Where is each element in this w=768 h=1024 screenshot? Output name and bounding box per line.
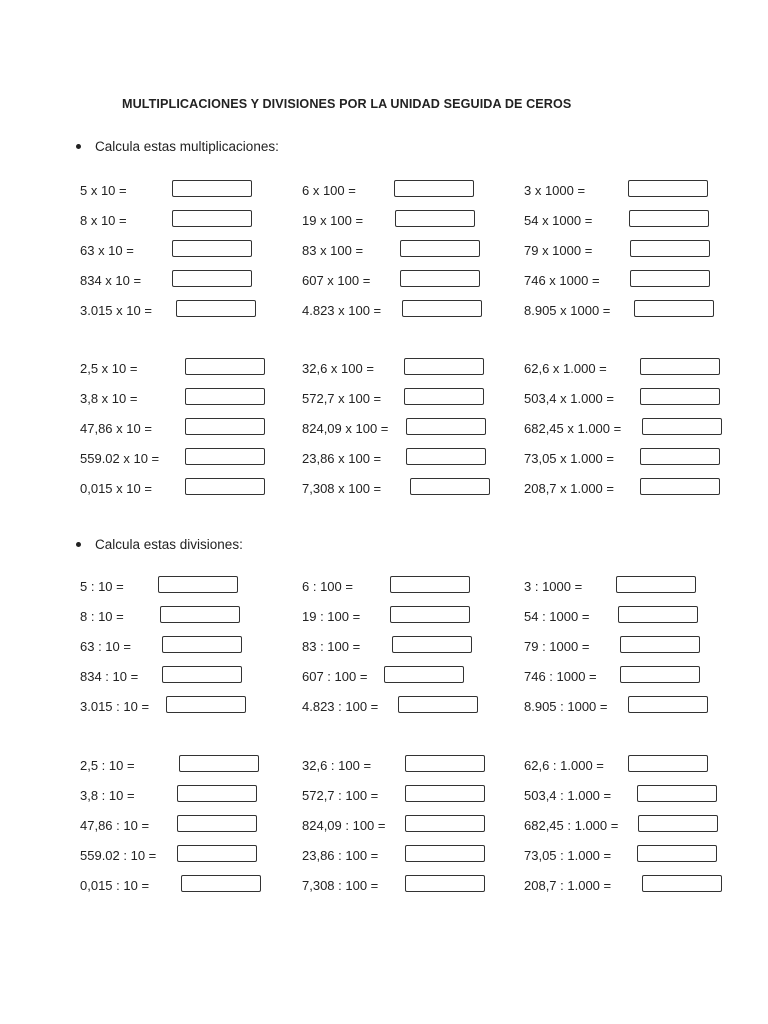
answer-box[interactable]: [185, 388, 265, 405]
multiplication-heading-text: Calcula estas multiplicaciones:: [95, 139, 279, 154]
multiplication-heading: [76, 139, 279, 154]
answer-box[interactable]: [405, 785, 485, 802]
answer-box[interactable]: [392, 636, 472, 653]
answer-box[interactable]: [172, 210, 252, 227]
bullet-icon: [76, 144, 81, 149]
answer-box[interactable]: [620, 666, 700, 683]
answer-box[interactable]: [384, 666, 464, 683]
answer-box[interactable]: [185, 448, 265, 465]
exercise-expression: 47,86 : 10 =: [80, 818, 150, 833]
answer-box[interactable]: [616, 576, 696, 593]
exercise-row: [0, 418, 768, 442]
answer-box[interactable]: [176, 300, 256, 317]
exercise-row: [0, 576, 768, 600]
answer-box[interactable]: [172, 270, 252, 287]
answer-box[interactable]: [390, 606, 470, 623]
exercise-expression: 4.823 : 100 =: [302, 699, 379, 714]
answer-box[interactable]: [640, 478, 720, 495]
exercise-expression: 8.905 : 1000 =: [524, 699, 608, 714]
exercise-expression: 746 x 1000 =: [524, 273, 600, 288]
answer-box[interactable]: [406, 448, 486, 465]
exercise-row: [0, 300, 768, 324]
exercise-expression: 3.015 x 10 =: [80, 303, 152, 318]
exercise-row: [0, 636, 768, 660]
answer-box[interactable]: [402, 300, 482, 317]
answer-box[interactable]: [637, 785, 717, 802]
answer-box[interactable]: [177, 815, 257, 832]
exercise-expression: 208,7 x 1.000 =: [524, 481, 614, 496]
answer-box[interactable]: [172, 240, 252, 257]
answer-box[interactable]: [405, 755, 485, 772]
exercise-row: [0, 785, 768, 809]
answer-box[interactable]: [637, 845, 717, 862]
exercise-expression: 8.905 x 1000 =: [524, 303, 611, 318]
answer-box[interactable]: [400, 270, 480, 287]
answer-box[interactable]: [162, 666, 242, 683]
answer-box[interactable]: [628, 180, 708, 197]
answer-box[interactable]: [628, 755, 708, 772]
exercise-row: [0, 240, 768, 264]
answer-box[interactable]: [390, 576, 470, 593]
exercise-row: [0, 696, 768, 720]
exercise-expression: 5 x 10 =: [80, 183, 127, 198]
exercise-row: [0, 606, 768, 630]
answer-box[interactable]: [394, 180, 474, 197]
exercise-expression: 19 : 100 =: [302, 609, 361, 624]
answer-box[interactable]: [395, 210, 475, 227]
exercise-expression: 834 : 10 =: [80, 669, 139, 684]
answer-box[interactable]: [642, 418, 722, 435]
exercise-expression: 32,6 : 100 =: [302, 758, 372, 773]
exercise-expression: 54 x 1000 =: [524, 213, 593, 228]
exercise-expression: 6 : 100 =: [302, 579, 353, 594]
exercise-expression: 83 : 100 =: [302, 639, 361, 654]
answer-box[interactable]: [181, 875, 261, 892]
answer-box[interactable]: [404, 358, 484, 375]
exercise-expression: 23,86 x 100 =: [302, 451, 382, 466]
exercise-expression: 0,015 : 10 =: [80, 878, 150, 893]
exercise-expression: 47,86 x 10 =: [80, 421, 152, 436]
division-heading-text: Calcula estas divisiones:: [95, 537, 243, 552]
exercise-expression: 824,09 : 100 =: [302, 818, 386, 833]
exercise-expression: 63 : 10 =: [80, 639, 131, 654]
answer-box[interactable]: [185, 358, 265, 375]
answer-box[interactable]: [179, 755, 259, 772]
exercise-expression: 6 x 100 =: [302, 183, 356, 198]
exercise-row: [0, 210, 768, 234]
exercise-row: [0, 666, 768, 690]
answer-box[interactable]: [405, 845, 485, 862]
exercise-expression: 607 : 100 =: [302, 669, 368, 684]
exercise-expression: 607 x 100 =: [302, 273, 371, 288]
exercise-expression: 73,05 x 1.000 =: [524, 451, 614, 466]
division-heading: [76, 537, 243, 552]
answer-box[interactable]: [410, 478, 490, 495]
answer-box[interactable]: [185, 478, 265, 495]
exercise-row: [0, 845, 768, 869]
answer-box[interactable]: [172, 180, 252, 197]
bullet-icon: [76, 542, 81, 547]
exercise-expression: 73,05 : 1.000 =: [524, 848, 612, 863]
exercise-expression: 503,4 : 1.000 =: [524, 788, 612, 803]
exercise-expression: 824,09 x 100 =: [302, 421, 389, 436]
answer-box[interactable]: [628, 696, 708, 713]
exercise-expression: 3 x 1000 =: [524, 183, 586, 198]
exercise-expression: 682,45 : 1.000 =: [524, 818, 619, 833]
answer-box[interactable]: [166, 696, 246, 713]
exercise-expression: 19 x 100 =: [302, 213, 364, 228]
answer-box[interactable]: [640, 448, 720, 465]
exercise-expression: 83 x 100 =: [302, 243, 364, 258]
exercise-expression: 3 : 1000 =: [524, 579, 583, 594]
exercise-row: [0, 755, 768, 779]
answer-box[interactable]: [158, 576, 238, 593]
exercise-expression: 7,308 x 100 =: [302, 481, 382, 496]
answer-box[interactable]: [404, 388, 484, 405]
exercise-expression: 54 : 1000 =: [524, 609, 590, 624]
exercise-row: [0, 875, 768, 899]
exercise-row: [0, 180, 768, 204]
answer-box[interactable]: [638, 815, 718, 832]
exercise-expression: 2,5 x 10 =: [80, 361, 138, 376]
answer-box[interactable]: [630, 240, 710, 257]
exercise-expression: 208,7 : 1.000 =: [524, 878, 612, 893]
exercise-expression: 2,5 : 10 =: [80, 758, 135, 773]
exercise-expression: 503,4 x 1.000 =: [524, 391, 614, 406]
exercise-expression: 32,6 x 100 =: [302, 361, 374, 376]
answer-box[interactable]: [185, 418, 265, 435]
exercise-expression: 834 x 10 =: [80, 273, 142, 288]
exercise-expression: 3,8 : 10 =: [80, 788, 135, 803]
answer-box[interactable]: [405, 875, 485, 892]
exercise-expression: 559.02 : 10 =: [80, 848, 157, 863]
answer-box[interactable]: [400, 240, 480, 257]
exercise-expression: 682,45 x 1.000 =: [524, 421, 622, 436]
answer-box[interactable]: [618, 606, 698, 623]
exercise-expression: 3,8 x 10 =: [80, 391, 138, 406]
exercise-expression: 0,015 x 10 =: [80, 481, 152, 496]
answer-box[interactable]: [405, 815, 485, 832]
answer-box[interactable]: [162, 636, 242, 653]
answer-box[interactable]: [634, 300, 714, 317]
exercise-row: [0, 270, 768, 294]
exercise-row: [0, 478, 768, 502]
exercise-expression: 7,308 : 100 =: [302, 878, 379, 893]
answer-box[interactable]: [177, 845, 257, 862]
exercise-expression: 572,7 x 100 =: [302, 391, 382, 406]
answer-box[interactable]: [640, 388, 720, 405]
exercise-expression: 746 : 1000 =: [524, 669, 597, 684]
exercise-expression: 572,7 : 100 =: [302, 788, 379, 803]
exercise-expression: 8 x 10 =: [80, 213, 127, 228]
exercise-expression: 5 : 10 =: [80, 579, 124, 594]
exercise-expression: 8 : 10 =: [80, 609, 124, 624]
exercise-expression: 79 x 1000 =: [524, 243, 593, 258]
exercise-expression: 62,6 : 1.000 =: [524, 758, 604, 773]
answer-box[interactable]: [630, 270, 710, 287]
answer-box[interactable]: [177, 785, 257, 802]
exercise-expression: 3.015 : 10 =: [80, 699, 150, 714]
answer-box[interactable]: [642, 875, 722, 892]
exercise-row: [0, 358, 768, 382]
page-title: MULTIPLICACIONES Y DIVISIONES POR LA UNIDAD SEGUIDA DE CEROS: [122, 97, 572, 111]
exercise-expression: 23,86 : 100 =: [302, 848, 379, 863]
exercise-expression: 79 : 1000 =: [524, 639, 590, 654]
answer-box[interactable]: [629, 210, 709, 227]
exercise-row: [0, 815, 768, 839]
answer-box[interactable]: [620, 636, 700, 653]
answer-box[interactable]: [640, 358, 720, 375]
exercise-row: [0, 448, 768, 472]
exercise-row: [0, 388, 768, 412]
answer-box[interactable]: [160, 606, 240, 623]
exercise-expression: 63 x 10 =: [80, 243, 134, 258]
answer-box[interactable]: [398, 696, 478, 713]
answer-box[interactable]: [406, 418, 486, 435]
exercise-expression: 4.823 x 100 =: [302, 303, 382, 318]
exercise-expression: 559.02 x 10 =: [80, 451, 160, 466]
exercise-expression: 62,6 x 1.000 =: [524, 361, 607, 376]
